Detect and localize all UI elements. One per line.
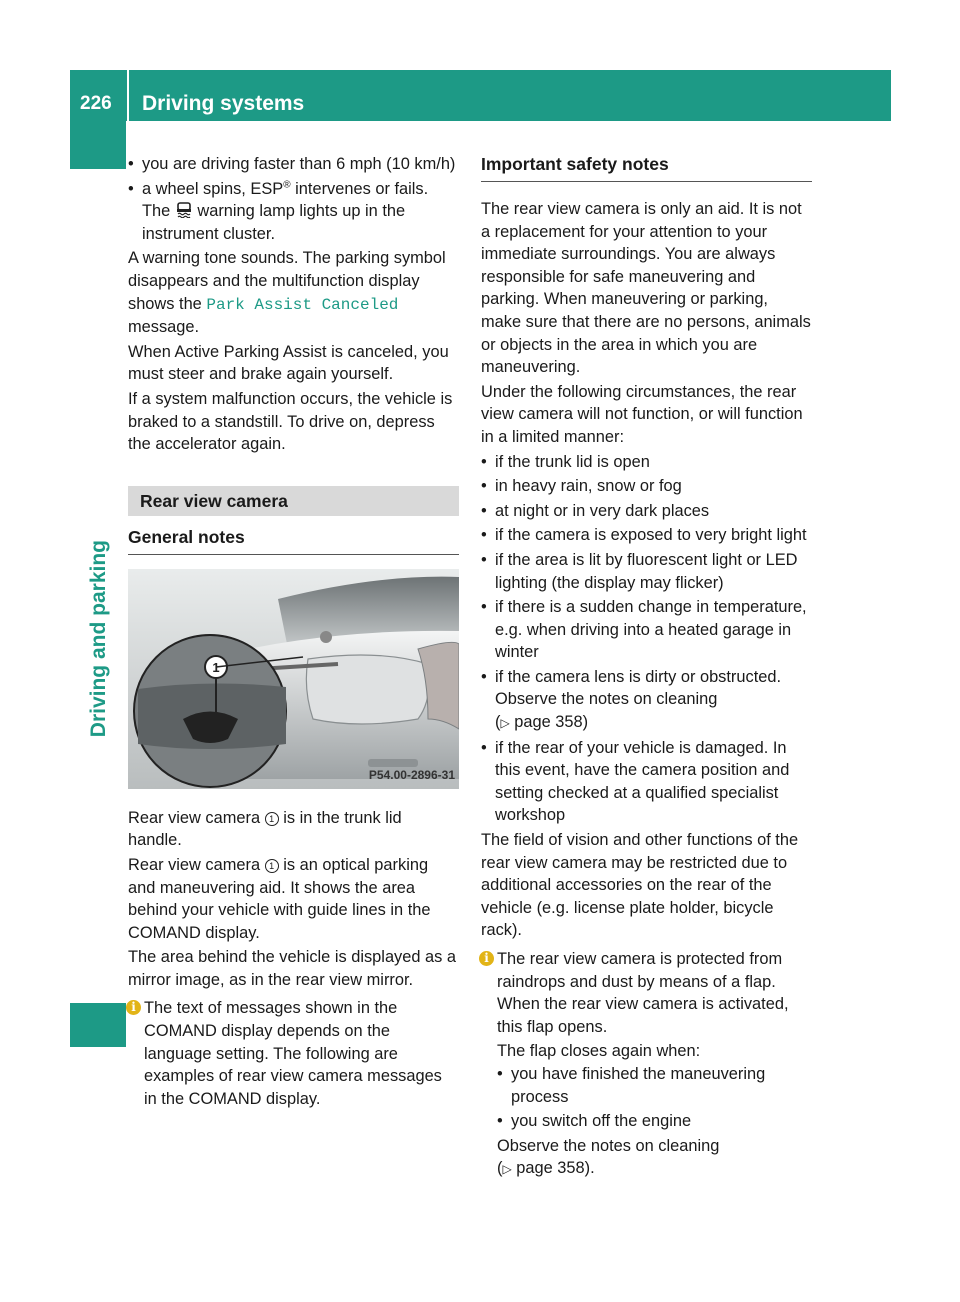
paragraph — [128, 247, 459, 338]
paragraph — [128, 807, 459, 852]
info-icon: i — [126, 1000, 141, 1015]
page-reference-arrow-icon: ▷ — [502, 1162, 512, 1177]
right-column — [481, 153, 812, 1183]
paragraph: The area behind the vehicle is displayed as a mirror image, as in the rear view mirror. — [128, 948, 457, 989]
side-tab-label: Driving and parking — [87, 540, 110, 738]
callout-1-icon: 1 — [265, 812, 279, 826]
list-item: • if the area is lit by fluorescent light or LED lighting (the display may flicker) — [481, 549, 812, 594]
info-text: Observe the notes on cleaning — [497, 1136, 720, 1155]
paragraph: If a system malfunction occurs, the vehicle is braked to a standstill. To drive on, depress the accelerator again. — [128, 389, 453, 454]
page-number: 226 — [80, 93, 112, 114]
page-reference-link[interactable]: page 358). — [516, 1159, 595, 1178]
page-reference-arrow-icon: ▷ — [500, 716, 510, 731]
side-tab-bottom — [70, 1003, 126, 1047]
paragraph — [128, 854, 459, 944]
text: if the camera lens is dirty or obstructed. Observe the notes on cleaning — [495, 667, 782, 709]
paragraph: The rear view camera is only an aid. It is not a replacement for your attention to your immediate surroundings. You are always responsible for safe maneuvering and parking. When maneuvering or parking, make sure that there are no persons, animals or objects in the area in which you are maneuvering. — [481, 200, 811, 377]
list-item: • if the trunk lid is open — [481, 451, 812, 474]
car-rear-illustration — [128, 569, 459, 789]
text: is in the trunk lid handle. — [128, 808, 402, 850]
list-item: • you have finished the maneuvering process — [481, 1063, 812, 1108]
paragraph: When Active Parking Assist is canceled, you must steer and brake again yourself. — [128, 342, 449, 384]
info-note — [481, 948, 812, 1181]
figure-callout: 1 — [212, 659, 220, 675]
text: Rear view camera — [128, 808, 265, 827]
esp-warning-icon — [175, 202, 193, 220]
info-note — [128, 997, 459, 1110]
section-heading: Rear view camera — [128, 486, 459, 516]
list-item — [128, 178, 459, 246]
text: message. — [128, 318, 200, 337]
text: Rear view camera — [128, 855, 265, 874]
figure-code: P54.00-2896-31 — [368, 768, 455, 783]
text: a wheel spins, ESP — [142, 179, 284, 198]
sub-heading: General notes — [128, 526, 459, 555]
paragraph: Under the following circumstances, the rear view camera will not function, or will function in a limited manner: — [481, 382, 803, 446]
rear-camera-figure — [128, 569, 459, 789]
info-text: The text of messages shown in the COMAND display depends on the language setting. The following are examples of rear view camera messages in the COMAND display. — [144, 999, 442, 1108]
list-item: • at night or in very dark places — [481, 500, 812, 523]
section-title: Driving systems — [142, 92, 305, 115]
left-column — [128, 153, 459, 1112]
list-item: • you are driving faster than 6 mph (10 km/h) — [128, 153, 459, 176]
header-divider — [127, 70, 129, 121]
callout-1-icon: 1 — [265, 859, 279, 873]
display-message: Park Assist Canceled — [206, 295, 399, 314]
text: intervenes or fails. The — [142, 179, 429, 221]
list-item: • in heavy rain, snow or fog — [481, 475, 812, 498]
page-reference-link[interactable]: page 358) — [514, 713, 589, 732]
list-item: • if the rear of your vehicle is damaged. In this event, have the camera position and setting checked at a qualified specialist workshop — [481, 737, 812, 827]
list-item: • if there is a sudden change in temperature, e.g. when driving into a heated garage in winter — [481, 596, 812, 664]
info-icon: i — [479, 951, 494, 966]
list-item: • if the camera lens is dirty or obstructed. Observe the notes on cleaning (▷ page 358) — [481, 666, 812, 735]
text: A warning tone sounds. The parking symbol disappears and the multifunction display shows the — [128, 249, 446, 313]
text: warning lamp lights up in the instrument cluster. — [142, 202, 406, 243]
paragraph: The field of vision and other functions of the rear view camera may be restricted due to additional accessories on the rear of the vehicle (e.g. license plate holder, bicycle rack). — [481, 831, 799, 940]
side-tab-block — [70, 121, 126, 169]
text: is an optical parking and maneuvering aid. It shows the area behind your vehicle with guide lines in the COMAND display. — [128, 855, 431, 942]
registered-mark: ® — [283, 179, 291, 191]
sub-heading: Important safety notes — [481, 153, 812, 182]
info-text: The flap closes again when: — [497, 1042, 701, 1061]
info-text: The rear view camera is protected from raindrops and dust by means of a flap. When the rear view camera is activated, this flap opens. — [497, 950, 789, 1036]
list-item: • you switch off the engine — [481, 1110, 812, 1133]
list-item: • if the camera is exposed to very bright light — [481, 524, 812, 547]
info-text: (▷ page 358). — [497, 1159, 595, 1178]
